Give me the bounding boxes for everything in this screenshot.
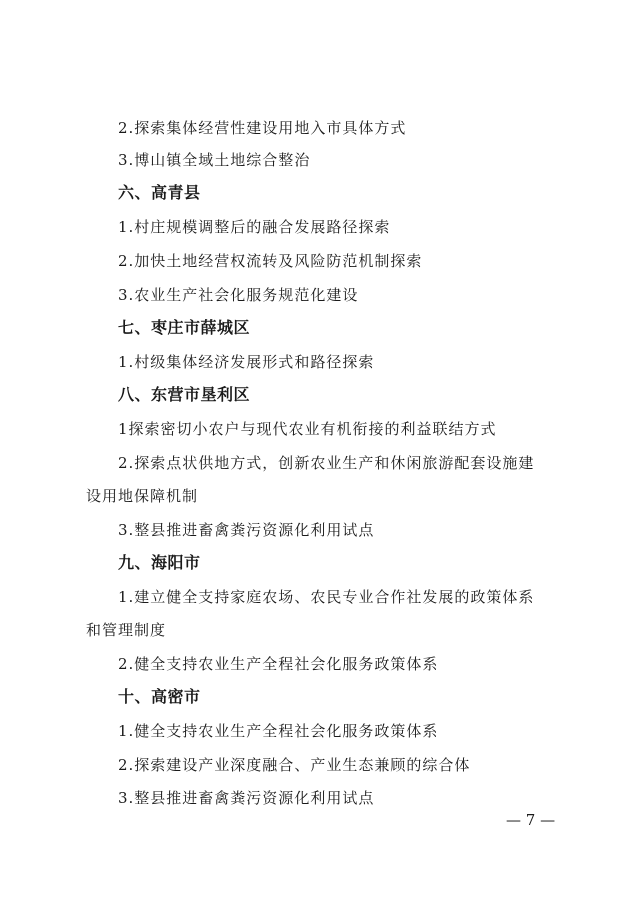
section-heading: 十、高密市 [118,687,201,706]
item-text: 1.建立健全支持家庭农场、农民专业合作社发展的政策体系 [118,588,535,606]
item-text: 1探索密切小农户与现代农业有机衔接的利益联结方式 [118,420,497,438]
item-text: 2.探索建设产业深度融合、产业生态兼顾的综合体 [118,756,471,774]
section-heading: 八、东营市垦利区 [118,385,251,404]
item-text: 2.健全支持农业生产全程社会化服务政策体系 [118,655,439,673]
item-text: 2.加快土地经营权流转及风险防范机制探索 [118,252,423,270]
item-text: 3.农业生产社会化服务规范化建设 [118,286,359,304]
item-text-continuation: 设用地保障机制 [86,487,199,505]
item-text: 2.探索集体经营性建设用地入市具体方式 [118,119,407,137]
item-text: 1.健全支持农业生产全程社会化服务政策体系 [118,722,439,740]
item-text: 3.整县推进畜禽粪污资源化利用试点 [118,789,375,807]
page-number: — 7 — [506,811,556,829]
section-heading: 七、枣庄市薛城区 [118,318,251,337]
section-heading: 六、高青县 [118,183,201,202]
item-text: 3.博山镇全域土地综合整治 [118,151,311,169]
item-text-continuation: 和管理制度 [86,621,167,639]
item-text: 3.整县推进畜禽粪污资源化利用试点 [118,521,375,539]
item-text: 2.探索点状供地方式，创新农业生产和休闲旅游配套设施建 [118,454,535,472]
section-heading: 九、海阳市 [118,553,201,572]
item-text: 1.村级集体经济发展形式和路径探索 [118,353,375,371]
item-text: 1.村庄规模调整后的融合发展路径探索 [118,218,391,236]
